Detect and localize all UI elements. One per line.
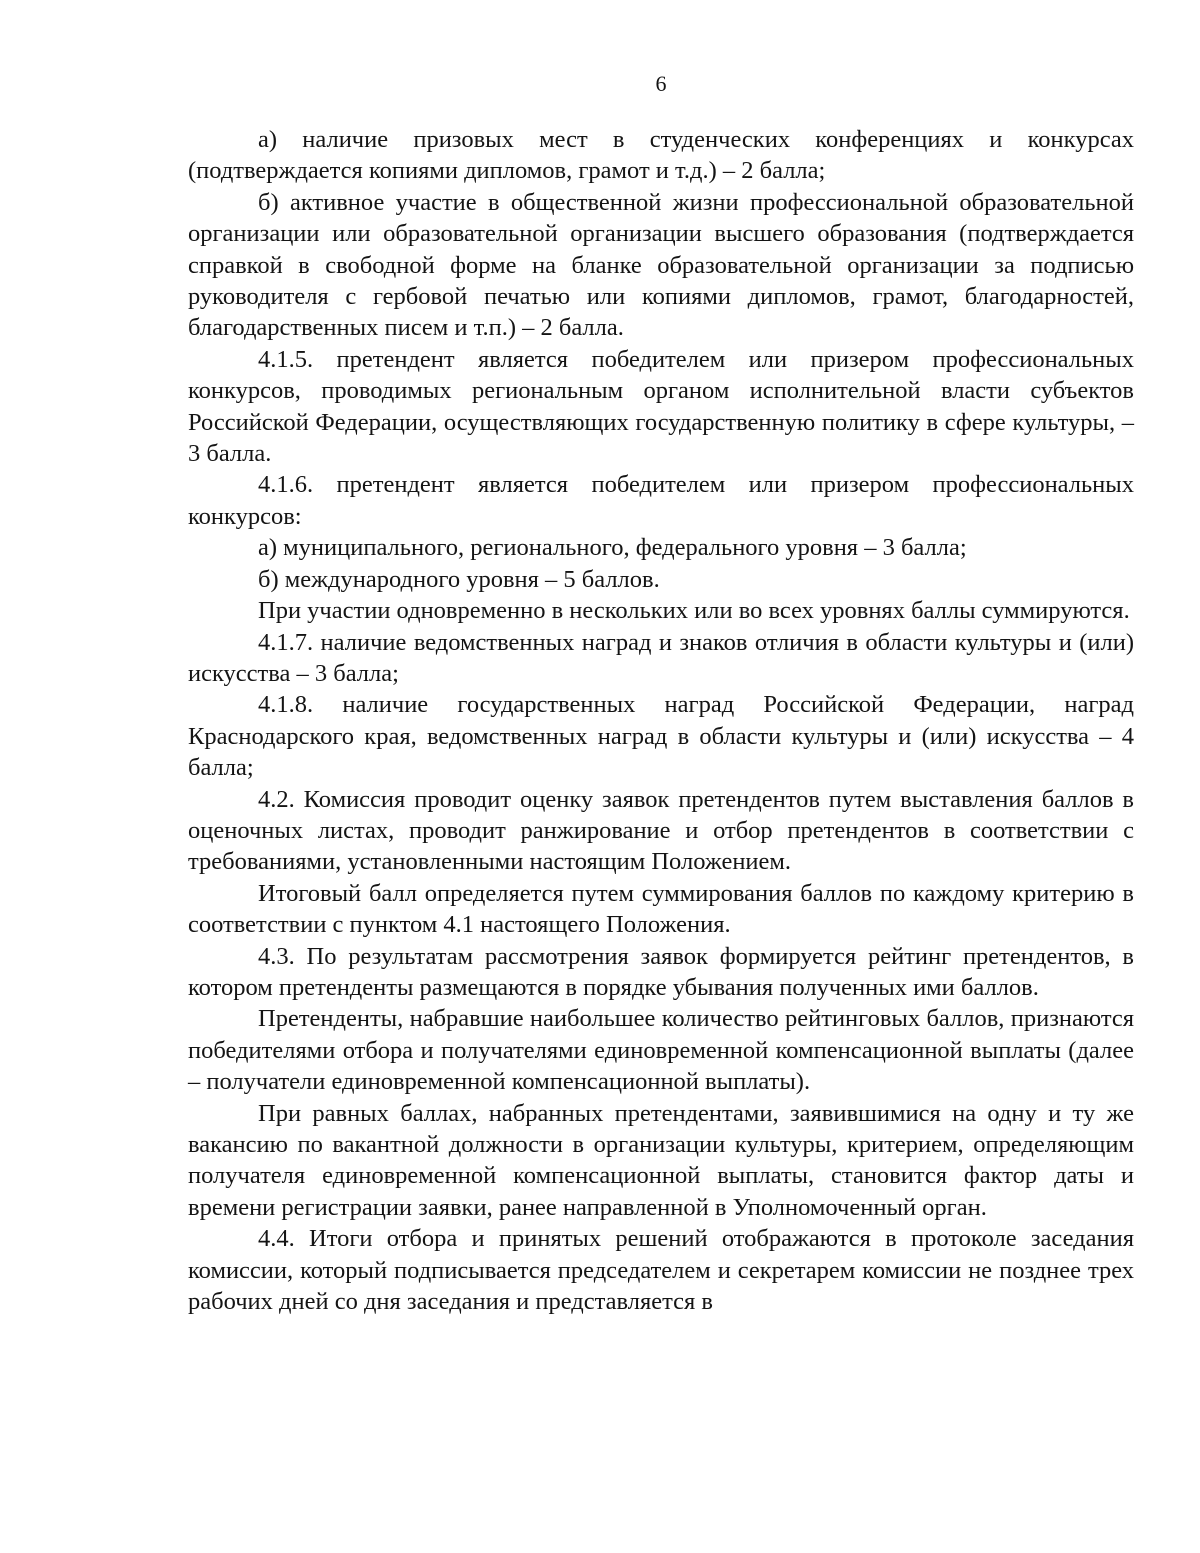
paragraph-winners: Претенденты, набравшие наибольшее количество рейтинговых баллов, признаются победителями отбора и получателями единовременной компенсационной выплаты (далее – получатели единовременной компенсационной выплаты).	[188, 1005, 1134, 1096]
page-number: 6	[655, 71, 667, 96]
paragraph-4-1-6-b: б) международного уровня – 5 баллов.	[258, 565, 660, 593]
paragraph-4-1-6-a: а) муниципального, регионального, федерального уровня – 3 балла;	[258, 534, 967, 562]
paragraph-item-a-prizes: а) наличие призовых мест в студенческих конференциях и конкурсах (подтверждается копиями дипломов, грамот и т.д.) – 2 балла;	[188, 126, 1134, 185]
paragraph-total-score: Итоговый балл определяется путем суммирования баллов по каждому критерию в соответствии с пунктом 4.1 настоящего Положения.	[188, 879, 1134, 939]
paragraph-4-1-7: 4.1.7. наличие ведомственных наград и знаков отличия в области культуры и (или) искусства – 3 балла;	[188, 628, 1134, 687]
paragraph-4-1-8: 4.1.8. наличие государственных наград Российской Федерации, наград Краснодарского края, ведомственных наград в области культуры и (или) искусства – 4 балла;	[188, 691, 1134, 782]
paragraph-4-1-5: 4.1.5. претендент является победителем или призером профессиональных конкурсов, проводимых региональным органом исполнительной власти субъектов Российской Федерации, осуществляющих государственную политику в сфере культуры, – 3 балла.	[188, 345, 1134, 468]
paragraph-levels-summed: При участии одновременно в нескольких или во всех уровнях баллы суммируются.	[258, 597, 1130, 625]
paragraph-4-2: 4.2. Комиссия проводит оценку заявок претендентов путем выставления баллов в оценочных листах, проводит ранжирование и отбор претендентов в соответствии с требованиями, установленными настоящим Положением.	[188, 785, 1134, 876]
paragraph-4-1-6: 4.1.6. претендент является победителем или призером профессиональных конкурсов:	[188, 471, 1134, 530]
paragraph-item-b-public-activity: б) активное участие в общественной жизни профессиональной образовательной организации или образовательной организации высшего образования (подтверждается справкой в свободной форме на бланке образовательной организации за подписью руководителя с гербовой печатью или копиями дипломов, грамот, благодарностей, благодарственных писем и т.п.) – 2 балла.	[188, 188, 1134, 342]
paragraph-4-3: 4.3. По результатам рассмотрения заявок формируется рейтинг претендентов, в котором претенденты размещаются в порядке убывания полученных ими баллов.	[188, 942, 1134, 1001]
paragraph-equal-scores: При равных баллах, набранных претендентами, заявившимися на одну и ту же вакансию по вакантной должности в организации культуры, критерием, определяющим получателя единовременной компенсационной выплаты, становится фактор даты и времени регистрации заявки, ранее направленной в Уполномоченный орган.	[188, 1099, 1134, 1221]
document-body	[188, 124, 1134, 1317]
paragraph-4-4: 4.4. Итоги отбора и принятых решений отображаются в протоколе заседания комиссии, который подписывается председателем и секретарем комиссии не позднее трех рабочих дней со дня заседания и представляется в	[188, 1225, 1134, 1316]
